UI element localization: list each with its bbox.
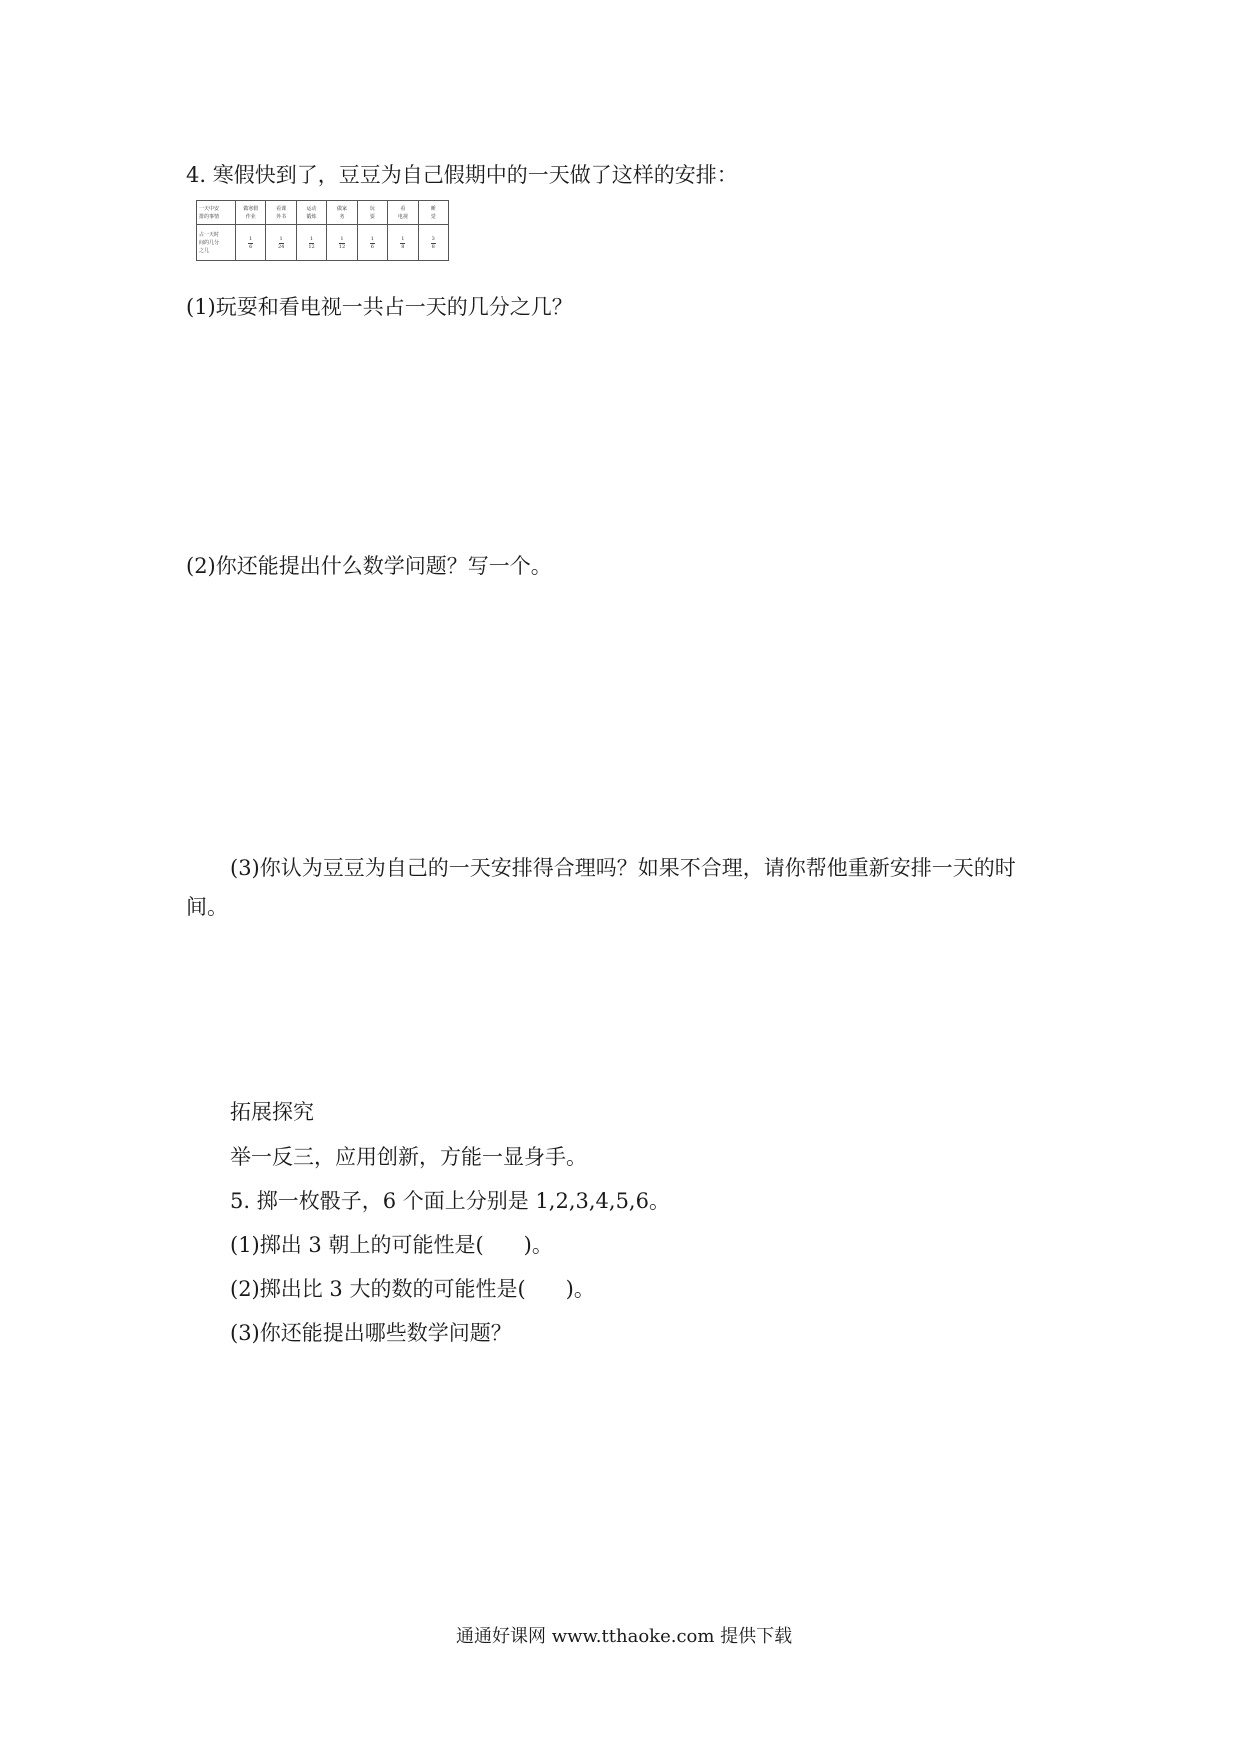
q5-sub3: (3)你还能提出哪些数学问题？	[230, 1321, 512, 1345]
table-header-row	[197, 201, 449, 225]
fraction-cell: $\frac{1}{6}$	[357, 225, 387, 261]
table-cell: 做寒假 作业	[236, 201, 266, 225]
q5-intro: 5. 掷一枚骰子，6 个面上分别是 1,2,3,4,5,6。	[230, 1189, 670, 1213]
q4-sub3-line1: (3)你认为豆豆为自己的一天安排得合理吗？如果不合理，请你帮他重新安排一天的时	[230, 856, 1016, 880]
table-row-label	[197, 201, 236, 225]
q4-intro: 4. 寒假快到了，豆豆为自己假期中的一天做了这样的安排：	[186, 163, 738, 187]
row-label-line: 之几	[199, 247, 210, 254]
fraction-cell: $\frac{1}{12}$	[296, 225, 326, 261]
table-cell: 玩 耍	[357, 201, 387, 225]
table-cell: 看 电视	[388, 201, 418, 225]
table-cell: 做家 务	[327, 201, 357, 225]
section-heading: 拓展探究	[230, 1100, 314, 1124]
q4-sub2: (2)你还能提出什么数学问题？写一个。	[186, 554, 552, 578]
row-label-line: 占一天时	[199, 231, 220, 238]
row-label-line: 间的几分	[199, 239, 220, 246]
fraction-cell: $\frac{1}{6}$	[236, 225, 266, 261]
table-value-row	[197, 225, 449, 261]
table-cell: 看课 外书	[266, 201, 296, 225]
q5-sub1: (1)掷出 3 朝上的可能性是( )。	[230, 1233, 553, 1257]
row-label-line: 一天中安	[199, 205, 220, 212]
table-cell: 运动 锻炼	[296, 201, 326, 225]
page-footer: 通通好课网 www.tthaoke.com 提供下载	[456, 1626, 793, 1647]
fraction-cell: $\frac{1}{24}$	[266, 225, 296, 261]
fraction-cell: $\frac{1}{8}$	[388, 225, 418, 261]
schedule-table	[196, 200, 449, 261]
fraction-cell: $\frac{1}{12}$	[327, 225, 357, 261]
q4-sub3-line2: 间。	[186, 895, 228, 919]
q5-sub2: (2)掷出比 3 大的数的可能性是( )。	[230, 1277, 595, 1301]
table-cell: 睡 觉	[418, 201, 448, 225]
table-row-label	[197, 225, 236, 261]
section-slogan: 举一反三，应用创新，方能一显身手。	[230, 1145, 587, 1169]
row-label-line: 排的事情	[199, 213, 220, 220]
fraction-cell: $\frac{3}{8}$	[418, 225, 448, 261]
q4-sub1: (1)玩耍和看电视一共占一天的几分之几？	[186, 295, 573, 319]
